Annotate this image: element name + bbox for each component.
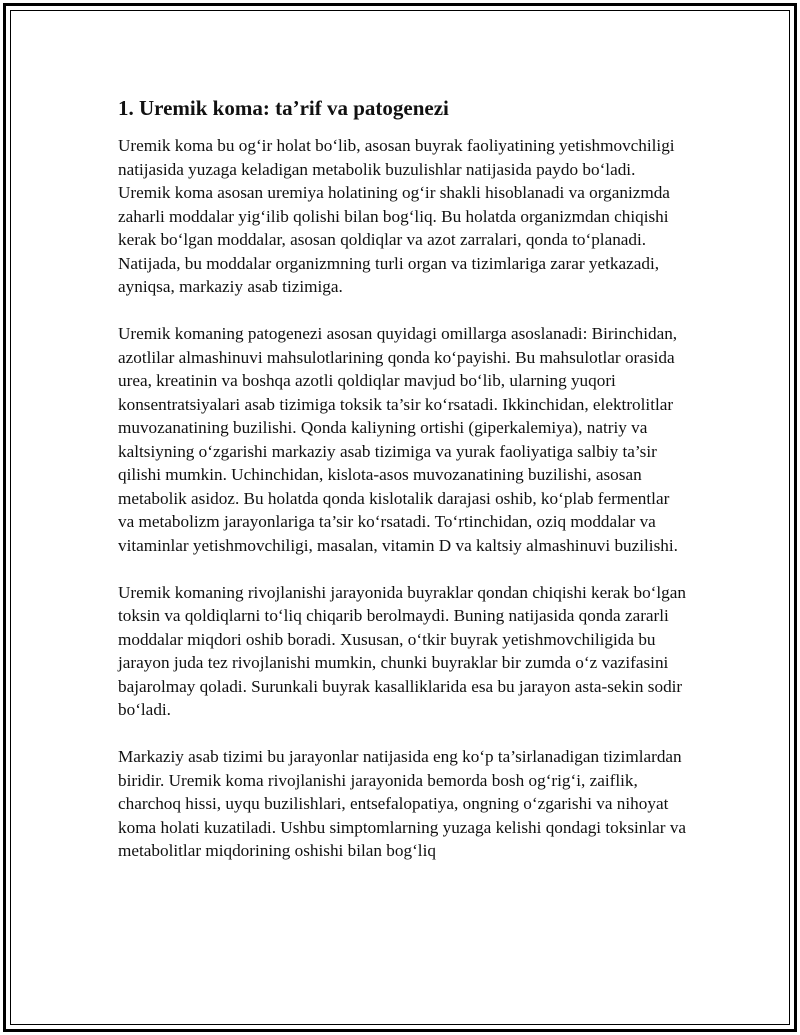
paragraph-definition: Uremik koma bu og‘ir holat bo‘lib, asosan buyrak faoliyatining yetishmovchiligi natijasida yuzaga keladigan metabolik buzulishlar natijasida paydo bo‘ladi. Uremik koma asosan uremiya holatining og‘ir shakli hisoblanadi va organizmda zaharli moddalar yig‘ilib qolishi bilan bog‘liq. Bu holatda organizmdan chiqishi kerak bo‘lgan moddalar, asosan qoldiqlar va azot zarralari, qonda to‘planadi. Natijada, bu moddalar organizmning turli organ va tizimlariga zarar yetkazadi, ayniqsa, markaziy asab tizimiga. [118, 136, 675, 296]
section-heading: 1. Uremik koma: ta’rif va patogenezi [118, 96, 449, 120]
paragraph-nervous-system: Markaziy asab tizimi bu jarayonlar natijasida eng ko‘p ta’sirlanadigan tizimlardan biridir. Uremik koma rivojlanishi jarayonida bemorda bosh og‘rig‘i, zaiflik, charchoq hissi, uyqu buzilishlari, entsefalopatiya, ongning o‘zgarishi va nihoyat koma holati kuzatiladi. Ushbu simptomlarning yuzaga kelishi qondagi toksinlar va metabolitlar miqdorining oshishi bilan bog‘liq [118, 747, 687, 860]
paragraph-pathogenesis: Uremik komaning patogenezi asosan quyidagi omillarga asoslanadi: Birinchidan, azotlilar almashinuvi mahsulotlarining qonda ko‘payishi. Bu mahsulotlar orasida urea, kreatinin va boshqa azotli qoldiqlar mavjud bo‘lib, ularning yuqori konsentratsiyalari asab tizimiga toksik ta’sir ko‘rsatadi. Ikkinchidan, elektrolitlar muvozanatining buzilishi. Qonda kaliyning ortishi (giperkalemiya), natriy va kaltsiyning o‘zgarishi markaziy asab tizimiga va yurak faoliyatiga salbiy ta’sir qilishi mumkin. Uchinchidan, kislota-asos muvozanatining buzilishi, asosan metabolik asidoz. Bu holatda qonda kislotalik darajasi oshib, ko‘plab fermentlar va metabolizm jarayonlariga ta’sir ko‘rsatadi. To‘rtinchidan, oziq moddalar va vitaminlar yetishmovchiligi, masalan, vitamin D va kaltsiy almashinuvi buzilishi. [118, 324, 678, 555]
paragraph-development: Uremik komaning rivojlanishi jarayonida buyraklar qondan chiqishi kerak bo‘lgan toksin va qoldiqlarni to‘liq chiqarib berolmaydi. Buning natijasida qonda zararli moddalar miqdori oshib boradi. Xususan, o‘tkir buyrak yetishmovchiligida bu jarayon juda tez rivojlanishi mumkin, chunki buyraklar bir zumda o‘z vazifasini bajarolmay qoladi. Surunkali buyrak kasalliklarida esa bu jarayon asta-sekin sodir bo‘ladi. [118, 582, 686, 719]
document-body [118, 96, 688, 886]
